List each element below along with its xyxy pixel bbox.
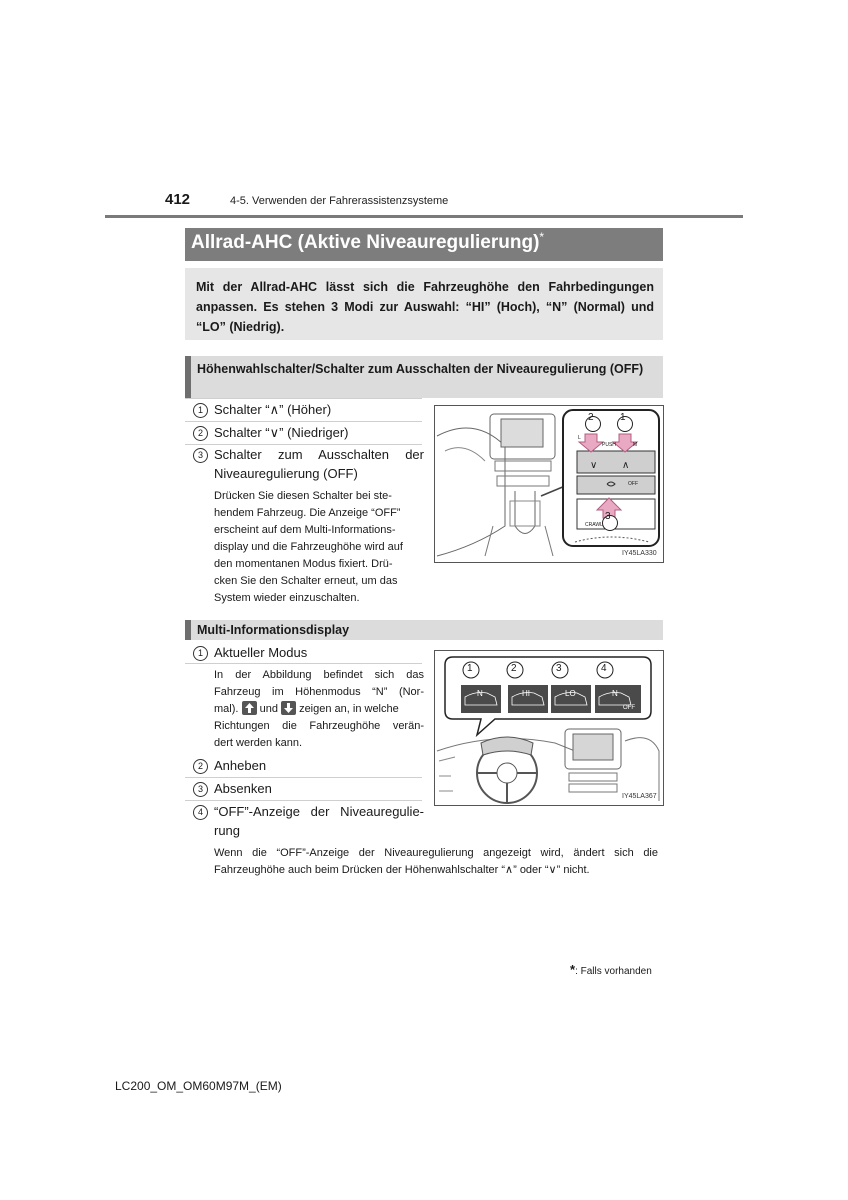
figure1-callout-2: 2 [588, 412, 594, 423]
svg-text:∨: ∨ [590, 460, 598, 471]
note-line: dert werden kann. [214, 737, 303, 749]
item-switch-up: Schalter “∧” (Höher) [214, 402, 332, 417]
figure1-label-l: L [578, 435, 581, 441]
figure-multi-info-display [434, 650, 664, 806]
item-number-2: 2 [193, 426, 208, 441]
divider [185, 663, 422, 664]
section2-heading-accent [185, 620, 191, 640]
divider [185, 800, 422, 801]
item-raise: Anheben [214, 758, 267, 773]
figure2-callout-2: 2 [511, 663, 517, 674]
title-text: Allrad-AHC (Aktive Niveauregulierung) [191, 232, 540, 253]
item-switch-down: Schalter “∨” (Niedriger) [214, 425, 349, 440]
item-off-indicator-line2: rung [214, 823, 241, 838]
section2-heading: Multi-Informationsdisplay [197, 623, 350, 637]
figure2-callout-4: 4 [601, 663, 607, 674]
item-current-mode: Aktueller Modus [214, 645, 308, 660]
item-number-1: 1 [193, 403, 208, 418]
note-line: Drücken Sie diesen Schalter bei ste- [214, 490, 392, 502]
figure1-code: IY45LA330 [622, 550, 657, 557]
item-number-4: 4 [193, 805, 208, 820]
section1-heading: Höhenwahlschalter/Schalter zum Ausschalten der Niveauregulierung (OFF) [197, 362, 644, 376]
item-off-switch-line2: Niveauregulierung (OFF) [214, 466, 358, 481]
raise-arrow-icon [242, 701, 257, 715]
note-line-with-icons [214, 701, 424, 718]
item-lower: Absenken [214, 781, 272, 796]
mode-label: HI [522, 689, 530, 698]
note-line: In der Abbildung befindet sich das [214, 669, 424, 681]
note-line: Fahrzeughöhe auch beim Drücken der Höhenwahlschalter “∧” oder “∨” nicht. [214, 864, 590, 876]
intro-text: Mit der Allrad-AHC lässt sich die Fahrzeughöhe den Fahrbedingungen anpassen. Es stehen 3 Modi zur Auswahl: “HI” (Hoch), “N” (Normal) und “LO” (Niedrig). [196, 280, 654, 334]
item-number-3: 3 [193, 448, 208, 463]
title-marker: * [539, 230, 545, 244]
note-line: erscheint auf dem Multi-Informations- [214, 524, 396, 536]
item-off-indicator-line1: “OFF”-Anzeige der Niveauregulie- [214, 804, 424, 819]
figure1-callout-1: 1 [620, 412, 626, 423]
footnote-text: : Falls vorhanden [575, 966, 652, 977]
mode-label: N [612, 689, 618, 698]
figure1-label-push: PUSH [602, 442, 616, 448]
divider [185, 444, 422, 445]
svg-text:∧: ∧ [622, 460, 630, 471]
item-number-1: 1 [193, 646, 208, 661]
note-line: hendem Fahrzeug. Die Anzeige “OFF” [214, 507, 401, 519]
figure-height-switch [434, 405, 664, 563]
page-number: 412 [165, 191, 191, 208]
note-line: Wenn die “OFF”-Anzeige der Niveauregulierung angezeigt wird, ändert sich die [214, 847, 658, 859]
note-line: cken Sie den Schalter erneut, um das [214, 575, 398, 587]
note-line: Fahrzeug im Höhenmodus “N” (Nor- [214, 686, 424, 698]
mode-label: N [477, 689, 483, 698]
page-title [191, 232, 544, 254]
figure2-callout-1: 1 [467, 663, 473, 674]
lower-arrow-icon [281, 701, 296, 715]
header-rule [105, 215, 743, 218]
footer-document-code: LC200_OM_OM60M97M_(EM) [115, 1079, 282, 1093]
item-off-switch-line1: Schalter zum Ausschalten der [214, 447, 424, 462]
footnote [570, 962, 652, 977]
item-number-3: 3 [193, 782, 208, 797]
note-line: display und die Fahrzeughöhe wird auf [214, 541, 403, 553]
figure1-label-m: M [633, 442, 638, 448]
figure1-label-off: OFF [628, 481, 638, 487]
divider [185, 421, 422, 422]
item-number-2: 2 [193, 759, 208, 774]
section1-heading-accent [185, 356, 191, 398]
divider [185, 777, 422, 778]
divider [185, 398, 422, 399]
note-text: und [259, 703, 278, 715]
note-text: zeigen an, in welche [299, 703, 399, 715]
mode-label: LO [565, 689, 576, 698]
figure2-callout-3: 3 [556, 663, 562, 674]
note-line: den momentanen Modus fixiert. Drü- [214, 558, 393, 570]
note-text: mal). [214, 703, 239, 715]
note-line: Richtungen die Fahrzeughöhe verän- [214, 720, 424, 732]
display-illustration [435, 651, 663, 805]
figure1-label-crawl: CRAWL [585, 522, 603, 528]
off-label: OFF [623, 705, 635, 711]
figure1-callout-3: 3 [605, 511, 611, 522]
footnote-marker: * [570, 962, 576, 977]
section-reference: 4-5. Verwenden der Fahrerassistenzsysteme [230, 195, 449, 207]
note-line: System wieder einzuschalten. [214, 592, 360, 604]
figure2-code: IY45LA367 [622, 793, 657, 800]
